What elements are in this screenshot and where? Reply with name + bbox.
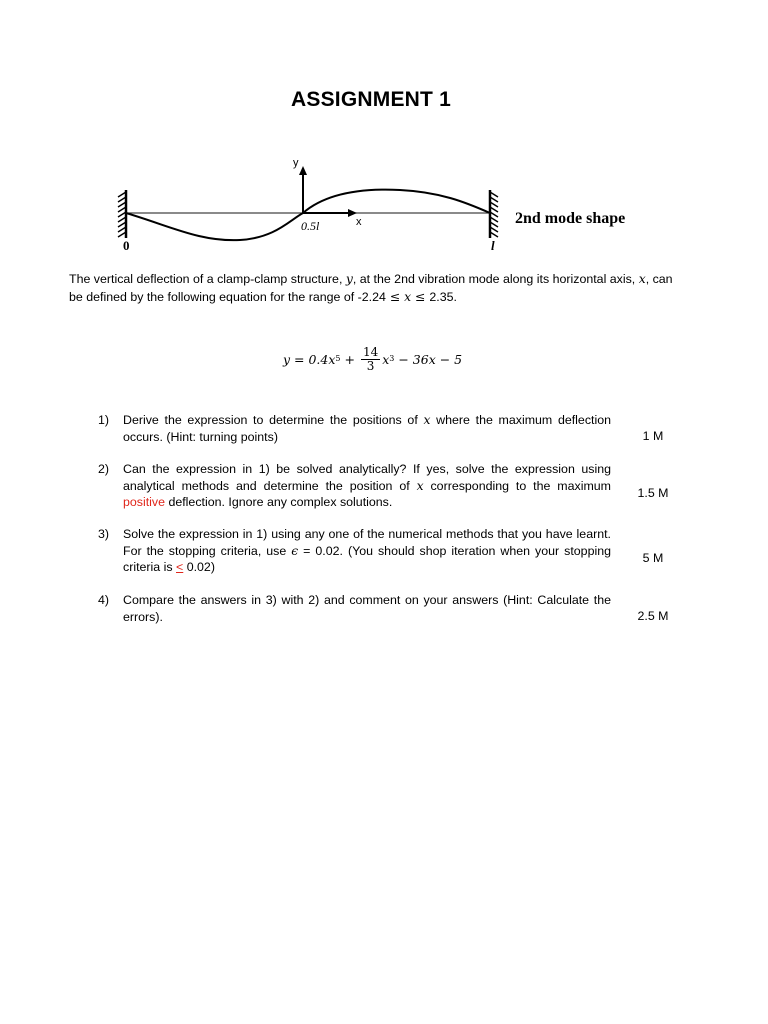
- q2-highlight: positive: [123, 495, 166, 509]
- intro-var-x: x: [638, 271, 646, 286]
- q4-text-a: Compare the answers in 3) with 2) and comment on your answers (Hint: Calculate the errors).: [123, 593, 611, 624]
- intro-text-3: , can be defined by the following equation for the range of -2.24: [69, 272, 673, 304]
- question-text: [123, 592, 611, 625]
- eq-term2: x: [382, 351, 390, 367]
- eq-numerator: 14: [362, 344, 379, 359]
- question-number: 3): [98, 527, 110, 541]
- question-text: [123, 412, 611, 445]
- eq-rest: − 36x − 5: [394, 351, 463, 367]
- question-text: [123, 461, 611, 511]
- intro-text-2: , at the 2nd vibration mode along its horizontal axis,: [352, 272, 639, 286]
- left-clamp: [118, 190, 126, 238]
- q1-text-b: where the maximum deflection occurs. (Hint: turning points): [123, 413, 611, 444]
- q3-text-a: Solve the expression in 1) using any one of the numerical methods that you have learnt. For the stopping criteria, use: [123, 527, 611, 558]
- intro-range: ≤ x ≤: [385, 289, 430, 304]
- q2-text-a: Can the expression in 1) be solved analytically? If yes, solve the expression using analytical methods and determine the position of: [123, 462, 611, 493]
- question-marks: 1 M: [642, 429, 664, 443]
- y-axis-label: y: [293, 157, 299, 169]
- question-number: 4): [98, 593, 110, 607]
- mid-label: 0.5l: [301, 219, 320, 233]
- question-marks: 1.5 M: [637, 486, 669, 500]
- q2-var: x: [416, 477, 424, 493]
- q2-text-c: deflection. Ignore any complex solutions.: [165, 495, 393, 509]
- q3-text-c: 0.02): [183, 560, 215, 574]
- left-end-label: 0: [123, 238, 130, 253]
- eq-lhs: y = 0.4x: [283, 351, 336, 367]
- question-marks: 5 M: [642, 551, 664, 565]
- q1-var: x: [423, 412, 431, 427]
- page-title: ASSIGNMENT 1: [291, 88, 451, 111]
- q3-highlight: <: [176, 560, 184, 574]
- question-number: 1): [98, 413, 110, 427]
- right-clamp: [490, 190, 498, 238]
- deflection-equation: y = 0.4x 5 + $\frac{14}{3}$ x 3 − 36x − 5: [283, 344, 463, 373]
- mode-label: 2nd mode shape: [515, 210, 626, 227]
- right-end-label: l: [491, 238, 495, 253]
- intro-paragraph: [69, 270, 689, 306]
- eq-fraction: [361, 346, 380, 373]
- q2-text-b: corresponding to the maximum: [423, 478, 611, 493]
- intro-text-1: The vertical deflection of a clamp-clamp structure,: [69, 272, 346, 286]
- q3-var: ϵ: [291, 542, 299, 558]
- x-axis-label: x: [356, 216, 362, 228]
- intro-text-4: 2.35.: [429, 290, 457, 304]
- x-axis-arrow: [303, 209, 357, 217]
- question-text: [123, 526, 611, 576]
- question-number: 2): [98, 462, 110, 476]
- q1-text-a: Derive the expression to determine the positions of: [123, 413, 424, 427]
- mode-shape-figure: [110, 150, 670, 260]
- intro-var-y: y: [345, 271, 353, 286]
- y-axis-arrow: [299, 166, 307, 213]
- eq-denominator: 3: [366, 358, 375, 373]
- q3-text-b: = 0.02. (You should shop iteration when your stopping criteria is: [123, 543, 611, 574]
- eq-plus: +: [340, 351, 359, 367]
- question-marks: 2.5 M: [637, 609, 669, 623]
